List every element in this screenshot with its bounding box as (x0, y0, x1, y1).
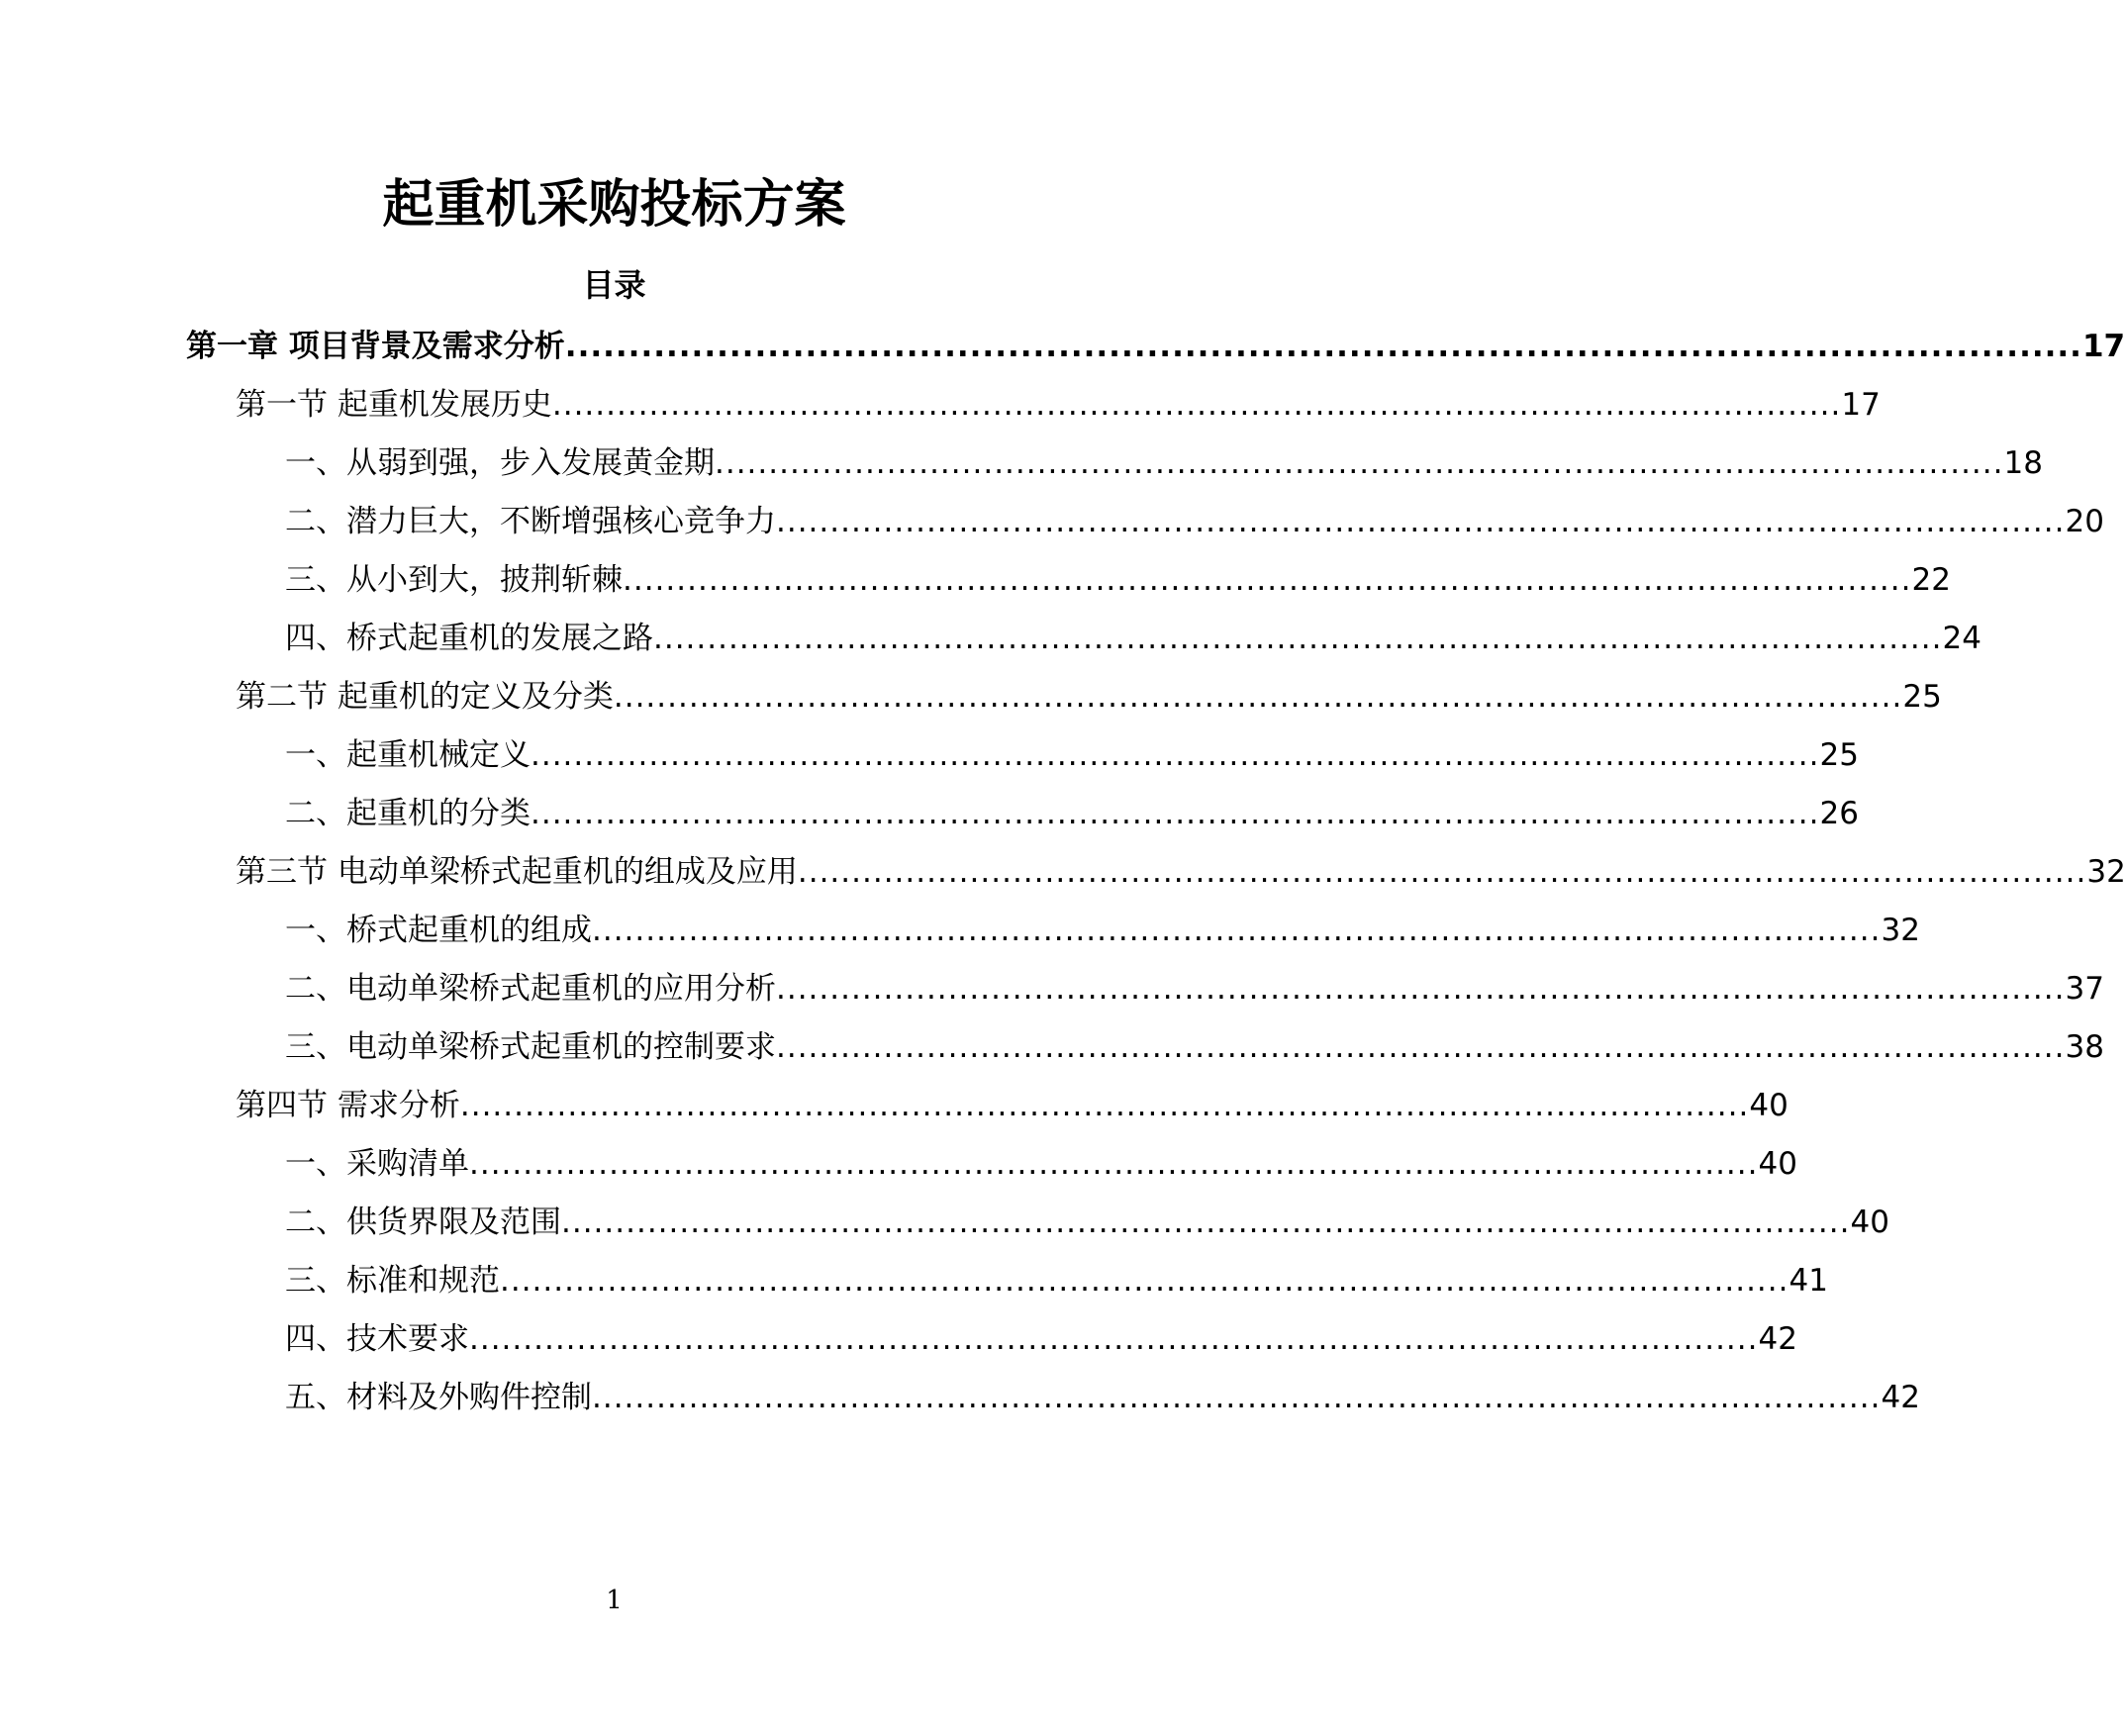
toc-leader-dots: ........................................................................................................................ (564, 329, 2082, 364)
toc-entry-label: 二、供货界限及范围 (285, 1205, 561, 1240)
toc-leader-dots: ........................................................................................................................ (592, 1380, 1882, 1415)
toc-entry-section[interactable] (236, 675, 1942, 719)
toc-entry-page: 18 (2003, 445, 2043, 481)
toc-entry-label: 四、技术要求 (285, 1321, 469, 1357)
toc-entry-item[interactable] (285, 792, 1859, 835)
toc-entry-label: 第四节 需求分析 (236, 1088, 460, 1123)
toc-entry-item[interactable] (285, 1317, 1797, 1361)
toc-entry-label: 第一节 起重机发展历史 (236, 387, 552, 423)
toc-entry-item[interactable] (285, 617, 1981, 660)
toc-leader-dots: ........................................................................................................................ (531, 737, 1820, 773)
toc-entry-label: 三、电动单梁桥式起重机的控制要求 (285, 1029, 776, 1065)
toc-entry-page: 37 (2065, 971, 2104, 1007)
toc-entry-label: 五、材料及外购件控制 (285, 1380, 592, 1415)
toc-entry-label: 一、起重机械定义 (285, 737, 531, 773)
toc-leader-dots: ........................................................................................................................ (623, 562, 1912, 598)
toc-entry-page: 20 (2065, 504, 2104, 539)
toc-entry-label: 一、从弱到强，步入发展黄金期 (285, 445, 715, 481)
toc-entry-section[interactable] (236, 383, 1881, 427)
toc-entry-label: 二、电动单梁桥式起重机的应用分析 (285, 971, 776, 1007)
toc-leader-dots: ........................................................................................................................ (776, 971, 2066, 1007)
toc-entry-label: 三、标准和规范 (285, 1263, 500, 1299)
toc-entry-page: 22 (1911, 562, 1951, 598)
toc-entry-item[interactable] (285, 441, 2043, 485)
toc-leader-dots: ........................................................................................................................ (797, 854, 2087, 890)
toc-entry-label: 四、桥式起重机的发展之路 (285, 621, 653, 656)
toc-entry-page: 40 (1850, 1205, 1889, 1240)
toc-entry-item[interactable] (285, 1201, 1889, 1244)
toc-leader-dots: ........................................................................................................................ (776, 504, 2066, 539)
toc-entry-item[interactable] (285, 1142, 1797, 1186)
toc-entry-item[interactable] (285, 500, 2104, 543)
toc-entry-page: 17 (2081, 329, 2126, 364)
toc-entry-item[interactable] (285, 909, 1920, 952)
toc-leader-dots: ........................................................................................................................ (653, 621, 1943, 656)
toc-entry-page: 42 (1758, 1321, 1797, 1357)
document-title: 起重机采购投标方案 (382, 175, 846, 235)
toc-leader-dots: ........................................................................................................................ (459, 1088, 1750, 1123)
toc-entry-page: 32 (2086, 854, 2126, 890)
toc-entry-label: 二、潜力巨大，不断增强核心竞争力 (285, 504, 776, 539)
toc-entry-page: 40 (1758, 1146, 1797, 1182)
toc-entry-section[interactable] (236, 850, 2126, 894)
toc-leader-dots: ........................................................................................................................ (592, 913, 1882, 948)
toc-leader-dots: ........................................................................................................................ (561, 1205, 1851, 1240)
toc-leader-dots: ........................................................................................................................ (551, 387, 1842, 423)
toc-entry-page: 26 (1819, 796, 1859, 831)
toc-entry-page: 42 (1881, 1380, 1920, 1415)
toc-entry-item[interactable] (285, 1259, 1828, 1302)
toc-entry-page: 24 (1942, 621, 1981, 656)
toc-entry-label: 二、起重机的分类 (285, 796, 531, 831)
toc-entry-item[interactable] (285, 733, 1859, 777)
toc-leader-dots: ........................................................................................................................ (715, 445, 2004, 481)
toc-entry-page: 25 (1902, 679, 1942, 715)
toc-entry-label: 第一章 项目背景及需求分析 (186, 329, 565, 364)
toc-entry-page: 40 (1749, 1088, 1788, 1123)
toc-leader-dots: ........................................................................................................................ (469, 1321, 1759, 1357)
toc-entry-chapter[interactable] (186, 325, 2126, 368)
toc-entry-page: 38 (2065, 1029, 2104, 1065)
toc-entry-item[interactable] (285, 1376, 1920, 1419)
toc-entry-page: 32 (1881, 913, 1920, 948)
toc-entry-section[interactable] (236, 1084, 1788, 1127)
page-number: 1 (606, 1586, 623, 1615)
toc-entry-label: 第三节 电动单梁桥式起重机的组成及应用 (236, 854, 798, 890)
toc-entry-label: 第二节 起重机的定义及分类 (236, 679, 614, 715)
toc-entry-label: 三、从小到大，披荆斩棘 (285, 562, 623, 598)
toc-leader-dots: ........................................................................................................................ (469, 1146, 1759, 1182)
toc-entry-item[interactable] (285, 558, 1951, 602)
toc-entry-item[interactable] (285, 1025, 2104, 1069)
toc-entry-page: 41 (1788, 1263, 1828, 1299)
toc-leader-dots: ........................................................................................................................ (776, 1029, 2066, 1065)
toc-entry-label: 一、采购清单 (285, 1146, 469, 1182)
toc-leader-dots: ........................................................................................................................ (500, 1263, 1789, 1299)
toc-leader-dots: ........................................................................................................................ (613, 679, 1903, 715)
toc-entry-label: 一、桥式起重机的组成 (285, 913, 592, 948)
toc-entry-item[interactable] (285, 967, 2104, 1011)
toc-leader-dots: ........................................................................................................................ (531, 796, 1820, 831)
toc-entry-page: 17 (1841, 387, 1881, 423)
toc-heading: 目录 (582, 266, 646, 304)
toc-entry-page: 25 (1819, 737, 1859, 773)
